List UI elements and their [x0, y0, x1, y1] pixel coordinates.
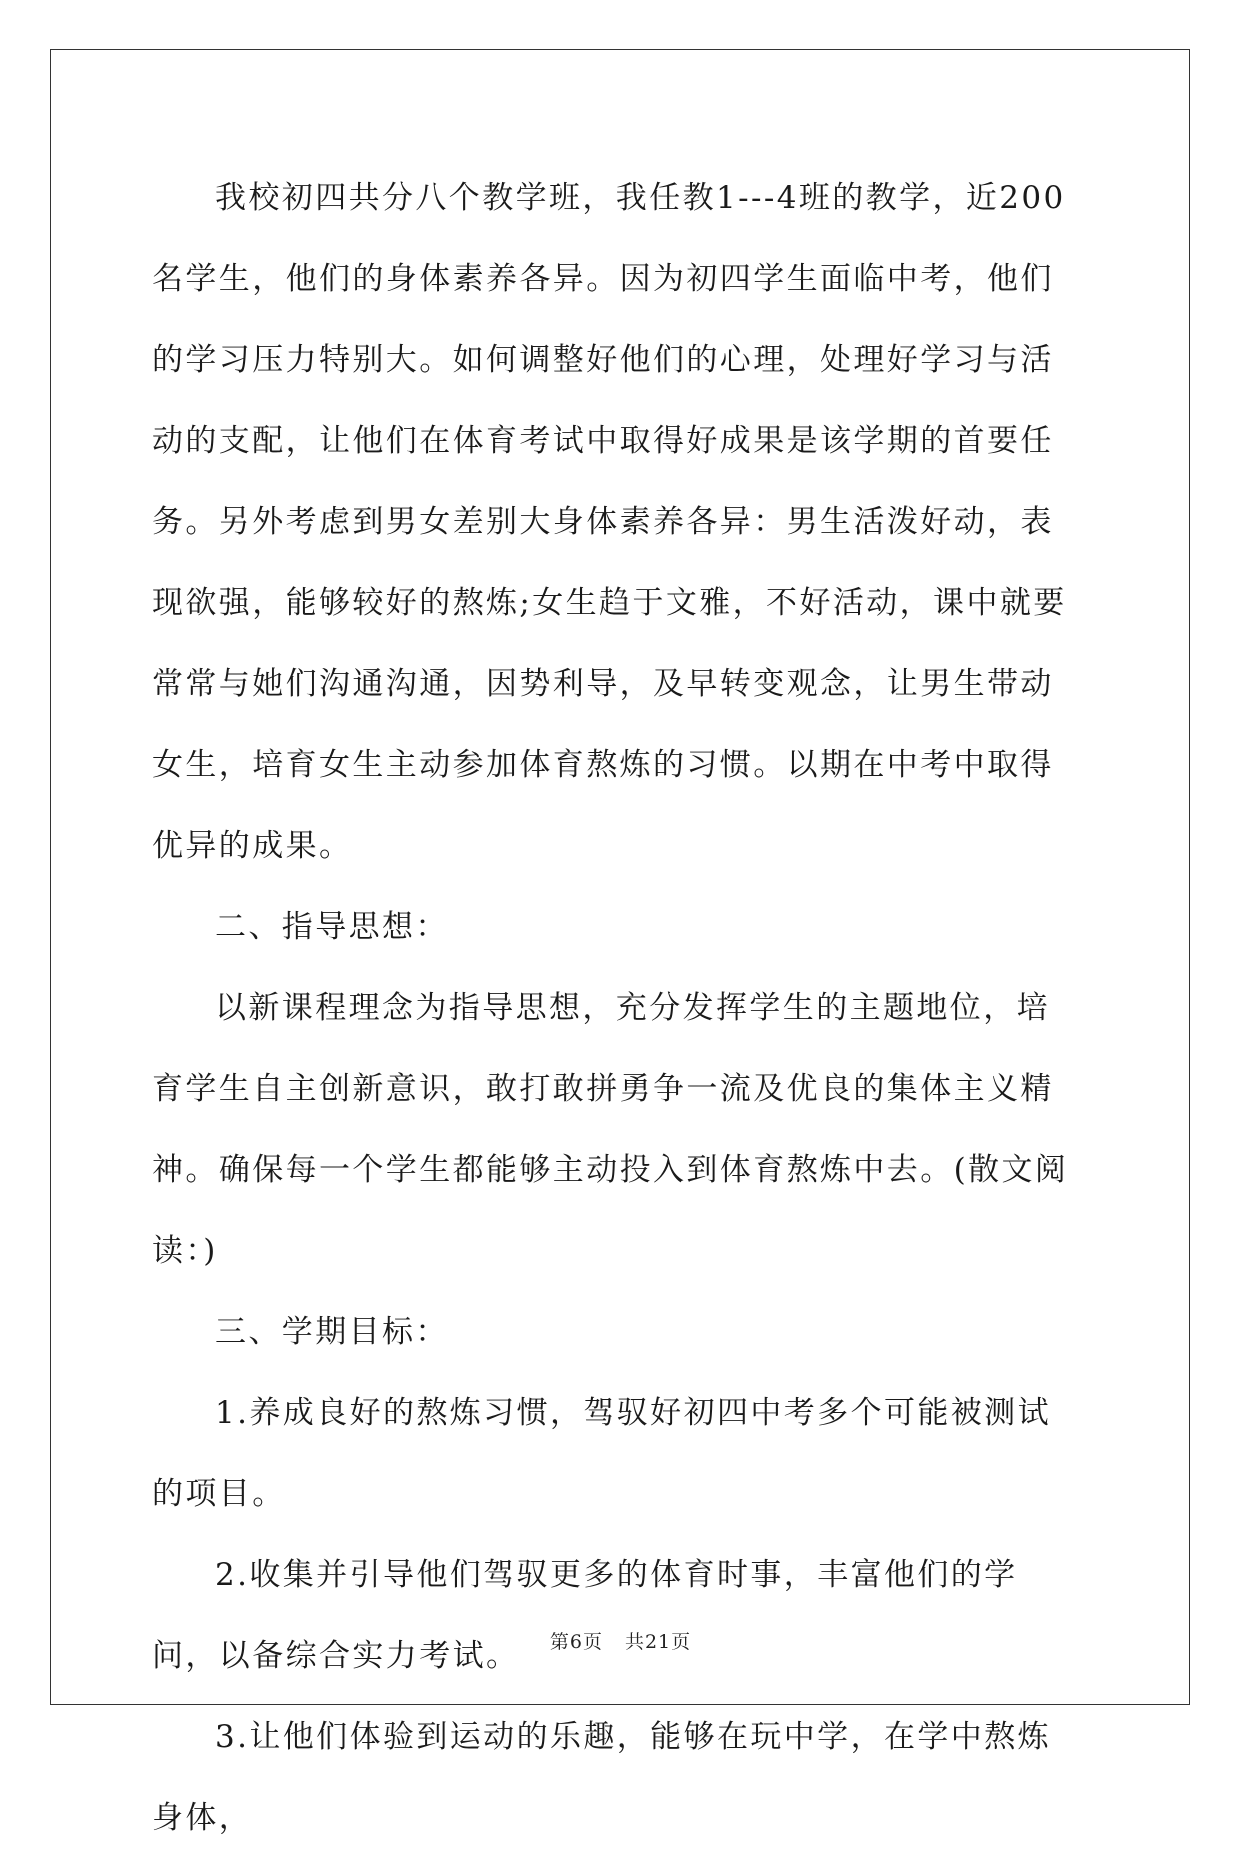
heading-semester-goals: 三、学期目标：	[215, 1314, 449, 1350]
goal-item-3: 3.让他们体验到运动的乐趣，能够在玩中学，在学中熬炼身体，	[152, 1719, 1051, 1836]
goal-item-2: 2.收集并引导他们驾驭更多的体育时事，丰富他们的学问，以备综合实力考试。	[152, 1557, 1018, 1674]
paragraph-guiding-ideology: 以新课程理念为指导思想，充分发挥学生的主题地位，培育学生自主创新意识，敢打敢拼勇争一流及优良的集体主义精神。确保每一个学生都能够主动投入到体育熬炼中去。(散文阅读：)	[152, 990, 1069, 1269]
goal-item-1: 1.养成良好的熬炼习惯，驾驭好初四中考多个可能被测试的项目。	[152, 1395, 1051, 1512]
page-footer	[0, 1627, 1241, 1654]
document-body	[152, 158, 1082, 1859]
page-number: 第6页	[549, 1631, 603, 1653]
paragraph-intro: 我校初四共分八个教学班，我任教1---4班的教学，近200名学生，他们的身体素养各异。因为初四学生面临中考，他们的学习压力特别大。如何调整好他们的心理，处理好学习与活动的支配，让他们在体育考试中取得好成果是该学期的首要任务。另外考虑到男女差别大身体素养各异：男生活泼好动，表现欲强，能够较好的熬炼;女生趋于文雅，不好活动，课中就要常常与她们沟通沟通，因势利导，及早转变观念，让男生带动女生，培育女生主动参加体育熬炼的习惯。以期在中考中取得优异的成果。	[152, 180, 1067, 864]
page-total: 共21页	[624, 1631, 692, 1653]
heading-guiding-ideology: 二、指导思想：	[215, 909, 449, 945]
